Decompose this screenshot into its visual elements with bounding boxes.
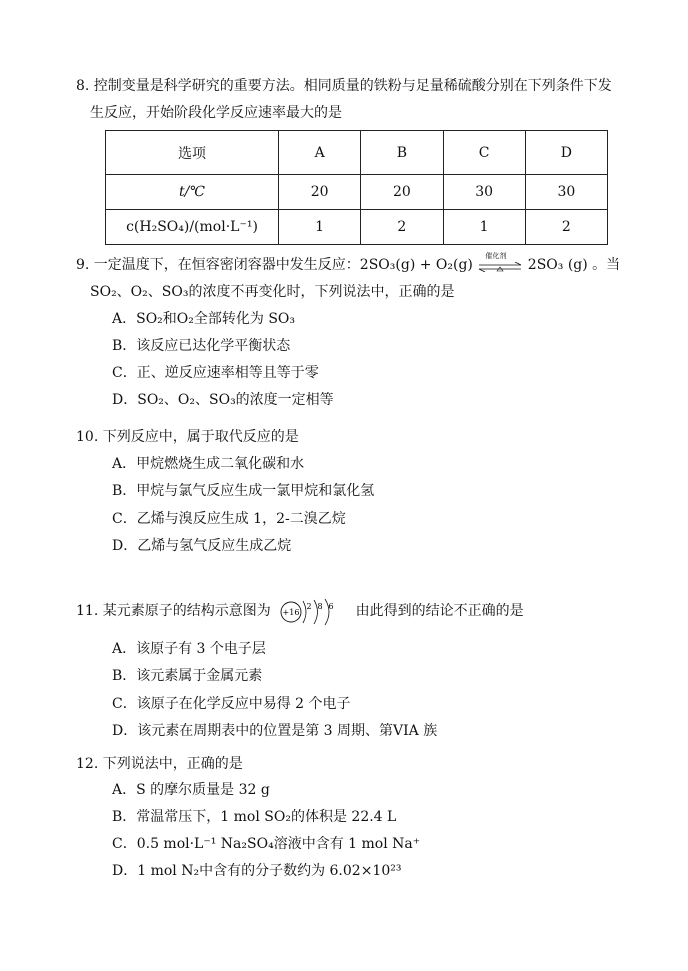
question-10-option-b: B．甲烷与氯气反应生成一氯甲烷和氯化氢 — [112, 483, 375, 499]
table-header-b: B — [361, 131, 443, 175]
question-11-option-d: D．该元素在周期表中的位置是第 3 周期、第VIA 族 — [112, 723, 438, 739]
question-12-option-b: B．常温常压下，1 mol SO₂的体积是 22.4 L — [112, 809, 397, 825]
question-11-option-b: B．该元素属于金属元素 — [112, 668, 263, 684]
table-header-option: 选项 — [106, 131, 279, 175]
catalyst-label: 催化剂 — [485, 252, 507, 260]
atom-shells-icon — [278, 596, 348, 626]
reversible-arrow — [477, 252, 523, 274]
question-10-option-c: C．乙烯与溴反应生成 1，2-二溴乙烷 — [112, 511, 346, 527]
table-header-a: A — [279, 131, 361, 175]
question-9-option-b: B．该反应已达化学平衡状态 — [112, 338, 291, 354]
question-12-option-d: D．1 mol N₂中含有的分子数约为 6.02×10²³ — [112, 863, 402, 879]
table-cell: 30 — [443, 175, 525, 210]
question-8-stem-line1: 8. 控制变量是科学研究的重要方法。相同质量的铁粉与足量稀硫酸分别在下列条件下发 — [76, 78, 612, 94]
table-cell: 30 — [525, 175, 607, 210]
table-cell: 2 — [525, 210, 607, 245]
question-10-option-a: A．甲烷燃烧生成二氧化碳和水 — [112, 456, 305, 472]
shell-2-electrons: 8 — [317, 602, 323, 611]
question-12-stem: 12. 下列说法中，正确的是 — [76, 756, 243, 772]
question-11-option-a: A．该原子有 3 个电子层 — [112, 641, 266, 657]
atom-structure-diagram — [278, 596, 348, 626]
table-cell: 20 — [361, 175, 443, 210]
question-11-stem — [76, 596, 524, 626]
shell-3-electrons: 6 — [328, 602, 334, 611]
table-header-c: C — [443, 131, 525, 175]
table-cell: 1 — [443, 210, 525, 245]
question-11-stem-part1: 11. 某元素原子的结构示意图为 — [76, 603, 271, 619]
question-9-stem-line2: SO₂、O₂、SO₃的浓度不再变化时，下列说法中，正确的是 — [90, 284, 455, 300]
question-10-option-d: D．乙烯与氢气反应生成乙烷 — [112, 538, 292, 554]
nucleus-charge: +16 — [282, 608, 300, 617]
question-9-option-c: C．正、逆反应速率相等且等于零 — [112, 365, 319, 381]
table-cell: 2 — [361, 210, 443, 245]
table-cell: 1 — [279, 210, 361, 245]
question-11-stem-part2: 由此得到的结论不正确的是 — [355, 603, 524, 619]
table-row-header — [106, 131, 608, 175]
table-label-temperature: t/℃ — [106, 175, 279, 210]
conditions-table — [105, 130, 608, 245]
table-row-temperature — [106, 175, 608, 210]
question-9-option-a: A．SO₂和O₂全部转化为 SO₃ — [112, 311, 296, 327]
table-label-concentration: c(H₂SO₄)/(mol·L⁻¹) — [106, 210, 279, 245]
question-12-option-c: C．0.5 mol·L⁻¹ Na₂SO₄溶液中含有 1 mol Na⁺ — [112, 836, 421, 852]
table-header-d: D — [525, 131, 607, 175]
question-9-stem-part1: 9. 一定温度下，在恒容密闭容器中发生反应：2SO₃(g) + O₂(g) — [76, 257, 473, 273]
table-row-concentration — [106, 210, 608, 245]
question-9-stem-line1 — [76, 252, 621, 274]
equilibrium-arrow-icon — [477, 262, 523, 272]
question-12-option-a: A．S 的摩尔质量是 32 g — [112, 782, 270, 798]
question-10-stem: 10. 下列反应中，属于取代反应的是 — [76, 429, 299, 445]
question-11-option-c: C．该原子在化学反应中易得 2 个电子 — [112, 696, 351, 712]
shell-1-electrons: 2 — [306, 602, 312, 611]
question-9-option-d: D．SO₂、O₂、SO₃的浓度一定相等 — [112, 392, 334, 408]
question-8-stem-line2: 生反应，开始阶段化学反应速率最大的是 — [90, 105, 342, 121]
question-9-stem-part2: 2SO₃ (g) 。当 — [527, 257, 621, 273]
table-cell: 20 — [279, 175, 361, 210]
